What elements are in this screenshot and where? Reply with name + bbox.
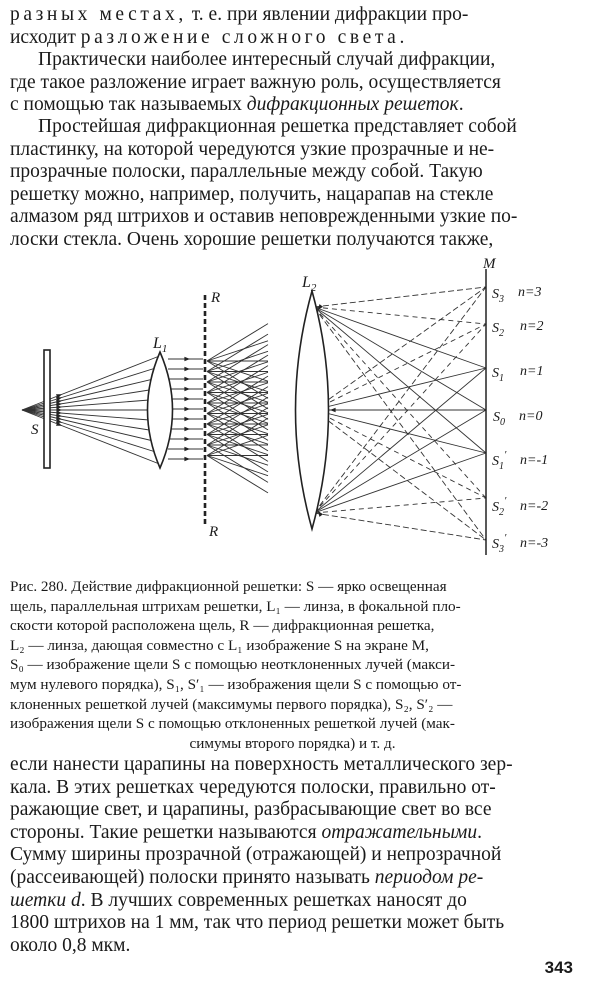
ray-layer (22, 287, 486, 540)
italic-term: шетки d (10, 889, 81, 911)
label-prime: ′ (504, 495, 507, 507)
paragraph-line (10, 867, 575, 890)
italic-term: периодом ре- (374, 866, 484, 888)
label-subscript: 1 (499, 461, 504, 472)
light-ray (22, 377, 162, 410)
paragraph-line: где такое разложение играет важную роль, осуществляется (10, 71, 501, 93)
label-text: S (492, 287, 499, 302)
paragraph-line: пластинку, на которой чередуются узкие прозрачные и не- (10, 138, 495, 160)
image-label-s3-prime (492, 532, 507, 555)
text-run: исходит (10, 26, 81, 48)
text-run: стороны. Такие решетки называются (10, 821, 322, 843)
bottom-paragraph (10, 754, 575, 957)
text-run: . (399, 26, 405, 48)
text-run: (рассеивающей) полоски принято называть (10, 866, 375, 888)
diffraction-grating-figure (0, 255, 609, 565)
paragraph-line: Практически наиболее интересный случай дифракции, (38, 49, 496, 70)
image-label-s0 (493, 410, 505, 428)
diffracted-ray (207, 456, 268, 476)
text-run: . (458, 94, 464, 116)
slit-body (44, 350, 50, 468)
light-ray (22, 388, 162, 410)
order-label-n1: n=1 (520, 364, 544, 379)
lens-l2 (296, 291, 329, 529)
label-prime: ′ (504, 449, 507, 461)
light-ray (22, 366, 162, 410)
image-label-s3 (492, 287, 504, 305)
focused-ray (314, 410, 486, 513)
order-label-n0: n=0 (519, 409, 543, 424)
caption-line: мум нулевого порядка), S₁, S′₁ — изображения щели S с помощью от- (10, 675, 462, 693)
lens-arrowhead (330, 408, 336, 412)
paragraph-line: алмазом ряд штрихов и оставив неповрежденными узкие по- (10, 206, 518, 228)
paragraph-line: ражающие свет, и царапины, разбрасывающие свет во все (10, 799, 492, 821)
light-ray (22, 410, 162, 432)
text-run: с помощью так называемых (10, 94, 247, 116)
text-run: т. е. при явлении дифракции про- (186, 4, 469, 25)
label-subscript: 1 (499, 373, 504, 384)
ray-arrowhead (184, 437, 190, 441)
label-lens-l2 (301, 274, 317, 294)
label-text: L (302, 274, 311, 291)
page-number: 343 (544, 958, 573, 977)
spaced-phrase: разных местах, (10, 4, 187, 25)
ray-arrowhead (184, 377, 190, 381)
diffracted-ray (207, 435, 268, 472)
diffracted-ray (207, 345, 268, 382)
label-text: L (153, 335, 162, 352)
caption-line: щель, параллельная штрихам решетки, L₁ — линза, в фокальной пло- (10, 597, 461, 615)
label-subscript: 2 (499, 328, 504, 339)
ray-arrowhead (184, 357, 190, 361)
diffracted-ray (207, 334, 268, 371)
ray-arrowhead (184, 397, 190, 401)
focused-ray (314, 513, 486, 540)
label-text: S (492, 500, 499, 515)
source-slit (44, 350, 50, 468)
paragraph-line: 1800 штрихов на 1 мм, так что период решетки может быть (10, 912, 505, 934)
ray-arrowhead (184, 417, 190, 421)
label-grating-bottom: R (209, 524, 219, 540)
label-subscript: 2 (499, 507, 504, 518)
paragraph-line (10, 94, 575, 117)
text-run: . (477, 821, 482, 843)
paragraph-line: Простейшая дифракционная решетка представляет собой (38, 116, 517, 137)
caption-line: скости которой расположена щель, R — дифракционная решетка, (10, 617, 435, 635)
paragraph-simplest (10, 116, 575, 252)
caption-line: L₂ — линза, дающая совместно с L₁ изображение S на экране M, (10, 636, 429, 654)
label-text: S (492, 454, 499, 469)
label-subscript: 3 (499, 544, 504, 555)
caption-line: изображения щели S с помощью отклоненных решеткой лучей (мак- (10, 715, 455, 733)
order-label-n-minus-3: n=-3 (520, 536, 549, 551)
order-label-n3: n=3 (518, 285, 542, 300)
paragraph-line: Сумму ширины прозрачной (отражающей) и непрозрачной (10, 844, 502, 866)
caption-line: S₀ — изображение щели S с помощью неотклоненных лучей (макси- (10, 656, 456, 674)
ray-arrowhead (184, 427, 190, 431)
paragraph-line: кала. В этих решетках чередуются полоски, правильно от- (10, 776, 496, 798)
paragraph-line (10, 890, 575, 913)
light-ray (22, 355, 162, 410)
label-prime: ′ (504, 532, 507, 544)
diffracted-ray (207, 341, 268, 361)
top-line-2 (10, 27, 575, 50)
focused-ray (314, 368, 486, 513)
image-label-s2-prime (492, 495, 507, 518)
ray-arrowhead (184, 367, 190, 371)
label-text: S (492, 537, 499, 552)
text-run: . В лучших современных решетках наносят до (80, 889, 467, 911)
label-subscript: 1 (161, 343, 168, 355)
label-text: S (492, 366, 499, 381)
paragraph-line: лоски стекла. Очень хорошие решетки получаются также, (10, 228, 494, 250)
caption-line: Рис. 280. Действие дифракционной решетки: S — ярко освещенная (10, 578, 447, 595)
label-subscript: 3 (499, 294, 504, 305)
caption-line: симумы второго порядка) и т. д. (189, 734, 396, 752)
ray-arrowhead (184, 447, 190, 451)
ray-arrowhead (184, 387, 190, 391)
light-ray (22, 410, 162, 465)
diffracted-ray (207, 324, 268, 361)
top-paragraph (10, 4, 575, 49)
label-grating-top: R (211, 290, 221, 306)
label-screen-m: M (483, 256, 496, 272)
paragraph-line: прозрачные полоски, параллельные между собой. Такую (10, 161, 483, 183)
order-label-n-minus-2: n=-2 (520, 499, 549, 514)
label-text: S (492, 321, 499, 336)
image-label-s2 (492, 321, 504, 339)
label-text: S (493, 410, 500, 425)
paragraph-practical (10, 49, 575, 117)
ray-arrowhead (184, 457, 190, 461)
focused-ray (314, 368, 486, 410)
spaced-phrase: разложение сложного света (80, 26, 400, 48)
focused-ray (314, 307, 486, 324)
light-ray (22, 410, 162, 443)
caption-line: клоненных решеткой лучей (максимумы первого порядка), S₂, S′₂ — (10, 695, 453, 713)
paragraph-line (10, 822, 575, 845)
ray-arrowhead (184, 407, 190, 411)
focused-ray (314, 410, 486, 540)
order-label-n-minus-1: n=-1 (520, 453, 549, 468)
italic-term: отражательными (321, 821, 478, 843)
italic-term: дифракционных решеток (246, 94, 459, 116)
focused-ray (314, 287, 486, 307)
diffracted-ray (207, 445, 268, 482)
paragraph-line: около 0,8 мкм. (10, 934, 131, 956)
image-label-s1-prime (492, 449, 507, 472)
image-labels (492, 285, 548, 555)
label-subscript: 0 (500, 417, 505, 428)
image-label-s1 (492, 366, 504, 384)
paragraph-line: если нанести царапины на поверхность металлического зер- (10, 754, 513, 775)
light-ray (22, 399, 162, 410)
paragraph-line: решетку можно, например, получить, нацарапав на стекле (10, 183, 494, 205)
figure-caption (10, 577, 575, 753)
order-label-n2: n=2 (520, 319, 544, 334)
focused-ray (314, 324, 486, 410)
arrow-layer (56, 304, 336, 517)
focused-ray (314, 307, 486, 498)
focused-ray (314, 287, 486, 513)
light-ray (22, 410, 162, 454)
focused-ray (314, 287, 486, 410)
diffracted-ray (207, 456, 268, 493)
top-line-1 (10, 4, 575, 27)
light-ray (22, 410, 162, 421)
label-source-s: S (31, 422, 39, 438)
lens-arrowhead (318, 511, 323, 517)
label-subscript: 2 (310, 282, 317, 294)
